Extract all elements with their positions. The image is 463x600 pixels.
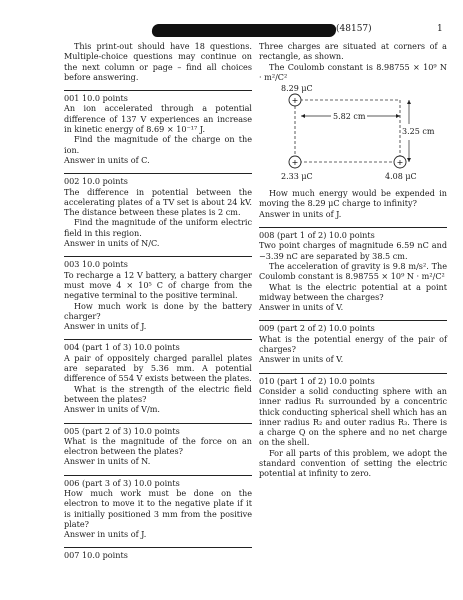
question-003-prompt: How much work is done by the battery charger? (64, 300, 252, 321)
right-column (259, 41, 447, 479)
rectangle-outline (295, 100, 400, 162)
charge-bottom-left-sign: + (291, 158, 299, 168)
width-label: 5.82 cm (333, 112, 366, 122)
question-007-answer-units: Answer in units of J. (259, 208, 342, 219)
width-arrowhead-left (301, 114, 305, 118)
height-label: 3.25 cm (402, 127, 435, 137)
coulomb-constant-text: The Coulomb constant is 8.98755 × 10⁹ N · m²/C² (259, 61, 447, 82)
question-008-prompt: What is the electric potential at a point midway between the charges? (259, 281, 447, 302)
question-007-text: Three charges are situated at corners of a rectangle, as shown. (259, 41, 447, 62)
divider (64, 547, 252, 548)
divider (64, 475, 252, 476)
left-column (64, 41, 252, 561)
charge-bottom-right-sign: + (396, 158, 404, 168)
divider (259, 227, 447, 228)
question-001-prompt: Find the magnitude of the charge on the ion. (64, 134, 252, 155)
height-arrowhead-top (407, 100, 411, 104)
charge-rectangle-figure (259, 84, 447, 188)
question-005-answer-units: Answer in units of N. (64, 456, 151, 467)
divider (64, 339, 252, 340)
redacted-name-block (151, 24, 336, 37)
divider (64, 173, 252, 174)
height-arrowhead-bottom (407, 158, 411, 162)
question-003-answer-units: Answer in units of J. (64, 321, 147, 332)
question-005-header: 005 (part 2 of 3) 10.0 points (64, 425, 180, 436)
question-002-text: The difference in potential between the accelerating plates of a TV set is about 24 kV. The distance between these plates is 2 cm. (64, 186, 252, 218)
question-007-prompt: How much energy would be expended in moving the 8.29 μC charge to infinity? (259, 188, 447, 209)
question-003-header: 003 10.0 points (64, 259, 128, 270)
question-010-convention: For all parts of this problem, we adopt the standard convention of setting the electric potential at infinity to zero. (259, 447, 447, 479)
question-009-text: What is the potential energy of the pair of charges? (259, 333, 447, 355)
question-004-prompt: What is the strength of the electric field between the plates? (64, 383, 252, 404)
divider (64, 423, 252, 424)
charge-bottom-left-label: 2.33 μC (281, 172, 313, 182)
question-006-header: 006 (part 3 of 3) 10.0 points (64, 477, 180, 488)
question-005-text: What is the magnitude of the force on an electron between the plates? (64, 435, 252, 457)
question-004-header: 004 (part 1 of 3) 10.0 points (64, 342, 180, 353)
divider (64, 256, 252, 257)
charge-bottom-right-label: 4.08 μC (385, 172, 417, 182)
divider (64, 90, 252, 91)
question-008-text: Two point charges of magnitude 6.59 nC and −3.39 nC are separated by 38.5 cm. (259, 240, 447, 261)
charge-top-left-sign: + (291, 96, 299, 106)
question-006-text: How much work must be done on the electron to move it to the negative plate if it is initially positioned 3 mm from the positive plate? (64, 487, 252, 529)
question-010-text: Consider a solid conducting sphere with an inner radius R₁ surrounded by a concentric thick conducting spherical shell which has an inner radius R₂ and outer radius R₃. There is a charge Q on the sphere and no net charge on the shell. (259, 385, 447, 448)
divider (259, 320, 447, 321)
question-008-answer-units: Answer in units of V. (259, 302, 344, 313)
question-009-header: 009 (part 2 of 2) 10.0 points (259, 323, 375, 334)
question-003-text: To recharge a 12 V battery, a battery charger must move 4 × 10⁵ C of charge from the negative terminal to the positive terminal. (64, 269, 252, 301)
page-number: 1 (437, 24, 443, 34)
question-001-header: 001 10.0 points (64, 93, 128, 104)
question-002-header: 002 10.0 points (64, 176, 128, 187)
question-009-answer-units: Answer in units of V. (259, 354, 344, 365)
question-010-header: 010 (part 1 of 2) 10.0 points (259, 375, 375, 386)
question-008-header: 008 (part 1 of 2) 10.0 points (259, 230, 375, 241)
question-004-text: A pair of oppositely charged parallel plates are separated by 5.36 mm. A potential difference of 554 V exists between the plates. (64, 352, 252, 384)
charge-top-left-label: 8.29 μC (281, 84, 313, 94)
question-002-answer-units: Answer in units of N/C. (64, 238, 160, 249)
document-ref: (48157) (336, 24, 372, 34)
intro-text: This print-out should have 18 questions. Multiple-choice questions may continue on the next column or page – find all choices before answering. (64, 41, 252, 82)
question-007-header: 007 10.0 points (64, 550, 128, 561)
question-006-answer-units: Answer in units of J. (64, 529, 147, 540)
question-001-answer-units: Answer in units of C. (64, 154, 150, 165)
question-004-answer-units: Answer in units of V/m. (64, 404, 160, 415)
width-arrowhead-right (396, 114, 400, 118)
divider (259, 373, 447, 374)
question-001-text: An ion accelerated through a potential difference of 137 V experiences an increase in kinetic energy of 8.69 × 10⁻¹⁷ J. (64, 103, 252, 135)
question-002-prompt: Find the magnitude of the uniform electric field in this region. (64, 217, 252, 238)
question-008-constants: The acceleration of gravity is 9.8 m/s². The Coulomb constant is 8.98755 × 10⁹ N · m²/C² (259, 260, 447, 282)
